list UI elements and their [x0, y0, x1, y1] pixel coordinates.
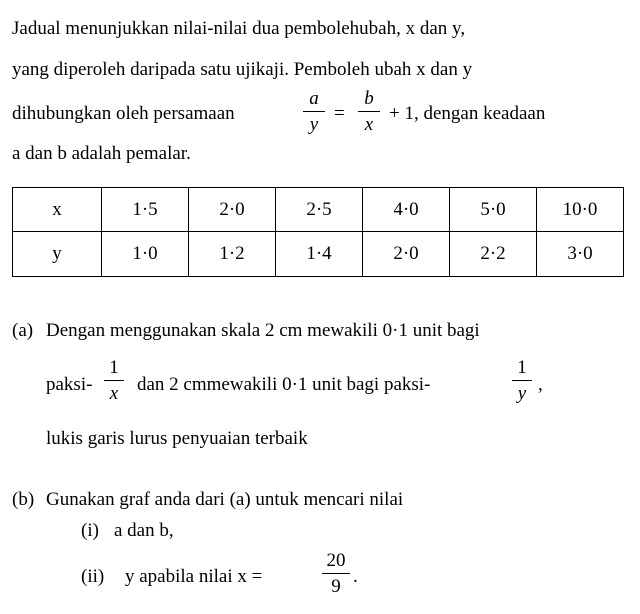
part-b-line-1: Gunakan graf anda dari (a) untuk mencari nilai: [46, 489, 404, 510]
part-b-ii-label: (ii): [81, 566, 105, 587]
table-cell: 4·0: [363, 188, 450, 232]
table-cell: 10·0: [537, 188, 624, 232]
part-b-ii-end: .: [353, 566, 358, 587]
table-cell: 2·0: [363, 232, 450, 277]
fraction-twenty-over-nine: [322, 550, 350, 598]
equation-lhs-denominator: y: [309, 114, 319, 135]
fraction-one-over-y-numerator: 1: [517, 357, 527, 378]
fraction-twenty-over-nine-numerator: 20: [326, 550, 346, 571]
part-b-i-text: a dan b,: [114, 520, 174, 541]
table-row-x: [13, 188, 624, 232]
equation-rhs-fraction: [358, 88, 380, 136]
fraction-one-over-x-numerator: 1: [109, 357, 119, 378]
data-table: [12, 187, 624, 277]
equation-tail: + 1, dengan keadaan: [389, 103, 546, 124]
intro-line-3-prefix: dihubungkan oleh persamaan: [12, 103, 235, 124]
table-cell: 3·0: [537, 232, 624, 277]
part-a-line-2-end: ,: [538, 374, 543, 395]
fraction-twenty-over-nine-denominator: 9: [331, 576, 341, 597]
equation-rhs-numerator: b: [364, 88, 374, 109]
part-a-line-1: Dengan menggunakan skala 2 cm mewakili 0·1 unit bagi: [46, 320, 480, 341]
table-cell: 2·0: [189, 188, 276, 232]
part-b-ii-text: y apabila nilai x =: [125, 566, 263, 587]
part-a-line-2-prefix: paksi-: [46, 374, 93, 395]
fraction-one-over-y: [512, 357, 532, 405]
part-a-line-2-middle: dan 2 cmmewakili 0·1 unit bagi paksi-: [137, 374, 431, 395]
equation-rhs-denominator: x: [364, 114, 374, 135]
intro-line-1: Jadual menunjukkan nilai-nilai dua pembolehubah, x dan y,: [12, 18, 466, 39]
table-cell: 5·0: [450, 188, 537, 232]
intro-line-2: yang diperoleh daripada satu ujikaji. Pemboleh ubah x dan y: [12, 59, 473, 80]
fraction-one-over-y-denominator: y: [517, 383, 527, 404]
table-cell: 1·0: [102, 232, 189, 277]
part-b-i-label: (i): [81, 520, 99, 541]
row-label-x: x: [13, 188, 102, 232]
fraction-one-over-x-denominator: x: [109, 383, 119, 404]
fraction-one-over-x: [104, 357, 124, 405]
part-a-label: (a): [12, 320, 34, 341]
intro-line-4: a dan b adalah pemalar.: [12, 143, 191, 164]
equation-equals: =: [334, 103, 345, 124]
table-cell: 1·2: [189, 232, 276, 277]
equation-lhs-numerator: a: [309, 88, 319, 109]
table-row-y: [13, 232, 624, 277]
table-cell: 1·5: [102, 188, 189, 232]
part-a-line-3: lukis garis lurus penyuaian terbaik: [46, 428, 308, 449]
table-cell: 2·5: [276, 188, 363, 232]
row-label-y: y: [13, 232, 102, 277]
table-cell: 1·4: [276, 232, 363, 277]
part-b-label: (b): [12, 489, 35, 510]
equation-lhs-fraction: [303, 88, 325, 136]
table-cell: 2·2: [450, 232, 537, 277]
